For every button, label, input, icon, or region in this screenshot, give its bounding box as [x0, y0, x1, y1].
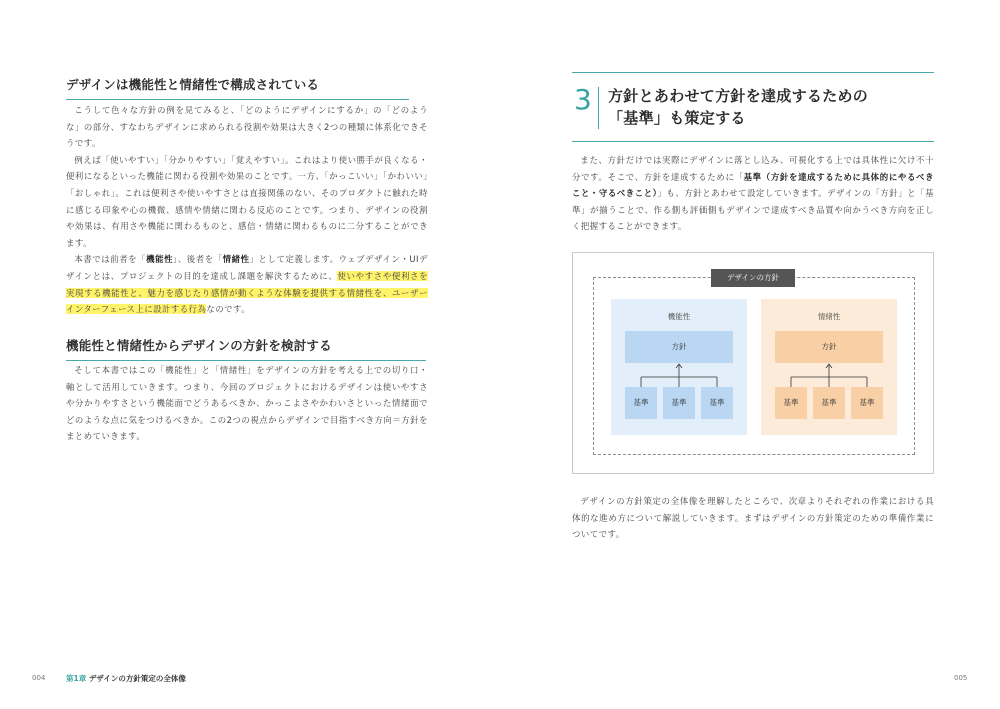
functional-label: 機能性	[667, 312, 691, 321]
emotional-panel	[761, 299, 897, 435]
paragraph-1: こうして色々な方針の例を見てみると、「どのようにデザインにするか」の「どのような」の部分、すなわちデザインに求められる役割や効果は大きく2つの種類に体系化できそうです。	[66, 105, 428, 149]
emotional-standard-1: 基準	[775, 387, 807, 419]
page-number-right: 005	[954, 674, 968, 682]
heading-policy: 機能性と情緒性からデザインの方針を検討する	[66, 336, 426, 361]
running-footer: 第1章 デザインの方針策定の全体像	[66, 674, 186, 683]
paragraph-3: 本書では前者を「機能性」、後者を「情緒性」として定義します。ウェブデザイン・UIデザインとは、プロジェクトの目的を達成し課題を解決するために、使いやすさや便利さを実現する機能性と、魅力を感じたり感情が動くような体験を提供する情緒性を、ユーザーインターフェース上に設計する行為なのです。	[66, 254, 429, 315]
section-divider	[598, 87, 599, 129]
paragraph-5: また、方針だけでは実際にデザインに落とし込み、可視化する上では具体性に欠け不十分です。そこで、方針を達成するために「基準（方針を達成するために具体的にやるべきこと・守るべきこと）」も、方針とあわせて設定していきます。デザインの「方針」と「基準」が揃うことで、作る側も評価側もデザインで達成すべき品質や向かうべき方向を正しく把握することができます。	[572, 155, 934, 232]
body-section-2	[66, 362, 428, 445]
functional-standard-1: 基準	[625, 387, 657, 419]
right-page	[500, 0, 1000, 709]
emotional-policy-box: 方針	[775, 331, 883, 363]
paragraph-2: 例えば「使いやすい」「分かりやすい」「覚えやすい」。これはより使い勝手が良くなる・便利になるといった機能に関わる役割や効果のことです。一方、「かっこいい」「かわいい」「おしゃれ」。これは便利さや使いやすさとは直接関係のない、そのプロダクトに触れた時に感じる印象や心の機微、感情や情緒に関わる反応のことです。つまり、デザインの役割や効果は、有用さや機能に関わるものと、感信・情緒に関わるものに二分することができます。	[66, 154, 428, 248]
functional-standard-2: 基準	[663, 387, 695, 419]
section-title: 方針とあわせて方針を達成するための 「基準」も策定する	[608, 87, 869, 127]
term-emotional: 情緒性	[222, 254, 250, 265]
paragraph-4: そして本書ではこの「機能性」と「情緒性」をデザインの方針を考える上での切り口・軸として活用していきます。つまり、今回のプロジェクトにおけるデザインは使いやすさや分かりやすさという機能面でどうあるべきか、かっこよさやかわいさといった情緒面でどのような点に気をつけるべきか。この2つの視点からデザインで目指すべき方向＝方針をまとめていきます。	[66, 365, 428, 442]
design-policy-diagram	[572, 252, 934, 474]
highlighted-definition: 使いやすさや便利さを実現する機能性と、魅力を感じたり感情が動くような体験を提供する情緒性を、ユーザーインターフェース上に設計する行為	[66, 270, 429, 315]
body-section-4	[572, 493, 934, 543]
body-section-3	[572, 152, 934, 235]
section-number: 3	[574, 83, 592, 116]
term-functional: 機能性	[146, 254, 174, 265]
emotional-label: 情緒性	[817, 312, 841, 321]
term-standard: 基準（方針を達成するために具体的にやるべきこと・守るべきこと）	[572, 171, 934, 199]
functional-panel	[611, 299, 747, 435]
paragraph-6: デザインの方針策定の全体像を理解したところで、次章よりそれぞれの作業における具体的な進め方について解説していきます。まずはデザインの方針策定のための準備作業についてです。	[572, 496, 934, 540]
section-heading	[572, 72, 934, 142]
heading-structure: デザインは機能性と情緒性で構成されている	[66, 75, 409, 100]
functional-standard-3: 基準	[701, 387, 733, 419]
emotional-standard-3: 基準	[851, 387, 883, 419]
page-number-left: 004	[32, 674, 46, 682]
body-section-1	[66, 102, 428, 318]
functional-policy-box: 方針	[625, 331, 733, 363]
emotional-standard-2: 基準	[813, 387, 845, 419]
diagram-title: デザインの方針	[711, 269, 795, 287]
